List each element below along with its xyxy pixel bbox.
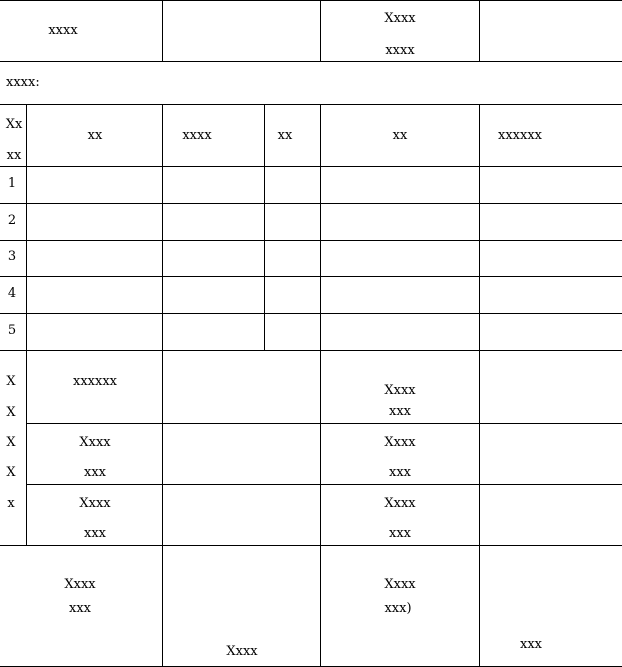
rule	[0, 61, 622, 62]
group-label: xxx	[84, 526, 106, 541]
header-label: xxxx	[385, 43, 415, 58]
row-number: 2	[7, 213, 17, 228]
footer-label: Xxxx	[226, 644, 258, 659]
section-label: xxxx:	[6, 75, 40, 90]
group-label: xxx	[389, 404, 411, 419]
group-label: Xxxx	[79, 435, 111, 450]
group-label: xxx	[84, 465, 106, 480]
footer-label: xxx	[520, 637, 542, 652]
group-label: xxx	[389, 465, 411, 480]
row-number: 4	[7, 286, 17, 301]
row-number: 1	[7, 176, 17, 191]
rule	[0, 313, 622, 314]
column-header: xx	[6, 148, 22, 163]
rule	[0, 276, 622, 277]
group-label: Xxxx	[384, 435, 416, 450]
group-side-label: X	[6, 435, 16, 450]
group-side-label: x	[7, 496, 15, 511]
row-number: 3	[7, 249, 17, 264]
rule	[162, 0, 163, 61]
rule	[264, 104, 265, 350]
rule	[0, 104, 622, 105]
group-label: Xxxx	[384, 496, 416, 511]
rule	[320, 0, 321, 61]
column-header: xx	[392, 128, 408, 143]
rule	[479, 0, 480, 61]
rule	[0, 545, 622, 546]
rule	[320, 104, 321, 667]
row-number: 5	[7, 323, 17, 338]
group-side-label: X	[6, 374, 16, 389]
column-header: xx	[87, 128, 103, 143]
group-label: xxx	[389, 526, 411, 541]
rule	[162, 104, 163, 667]
footer-label: Xxxx	[384, 577, 416, 592]
column-header: Xx	[5, 117, 23, 132]
header-label: xxxx	[48, 23, 78, 38]
column-header: xxxxxx	[498, 128, 542, 143]
rule	[26, 104, 27, 545]
header-label: Xxxx	[384, 11, 416, 26]
group-label: Xxxx	[384, 383, 416, 398]
rule	[26, 484, 622, 485]
rule	[479, 104, 480, 667]
footer-label: xxx	[69, 601, 91, 616]
rule	[26, 423, 622, 424]
group-label: xxxxxx	[73, 374, 117, 389]
group-side-label: X	[6, 465, 16, 480]
rule	[0, 203, 622, 204]
footer-label: xxx)	[384, 601, 412, 616]
group-label: Xxxx	[79, 496, 111, 511]
footer-label: Xxxx	[64, 577, 96, 592]
column-header: xx	[277, 128, 293, 143]
rule	[0, 350, 622, 351]
rule	[0, 166, 622, 167]
column-header: xxxx	[182, 128, 212, 143]
rule	[0, 0, 622, 1]
rule	[0, 240, 622, 241]
group-side-label: X	[6, 405, 16, 420]
